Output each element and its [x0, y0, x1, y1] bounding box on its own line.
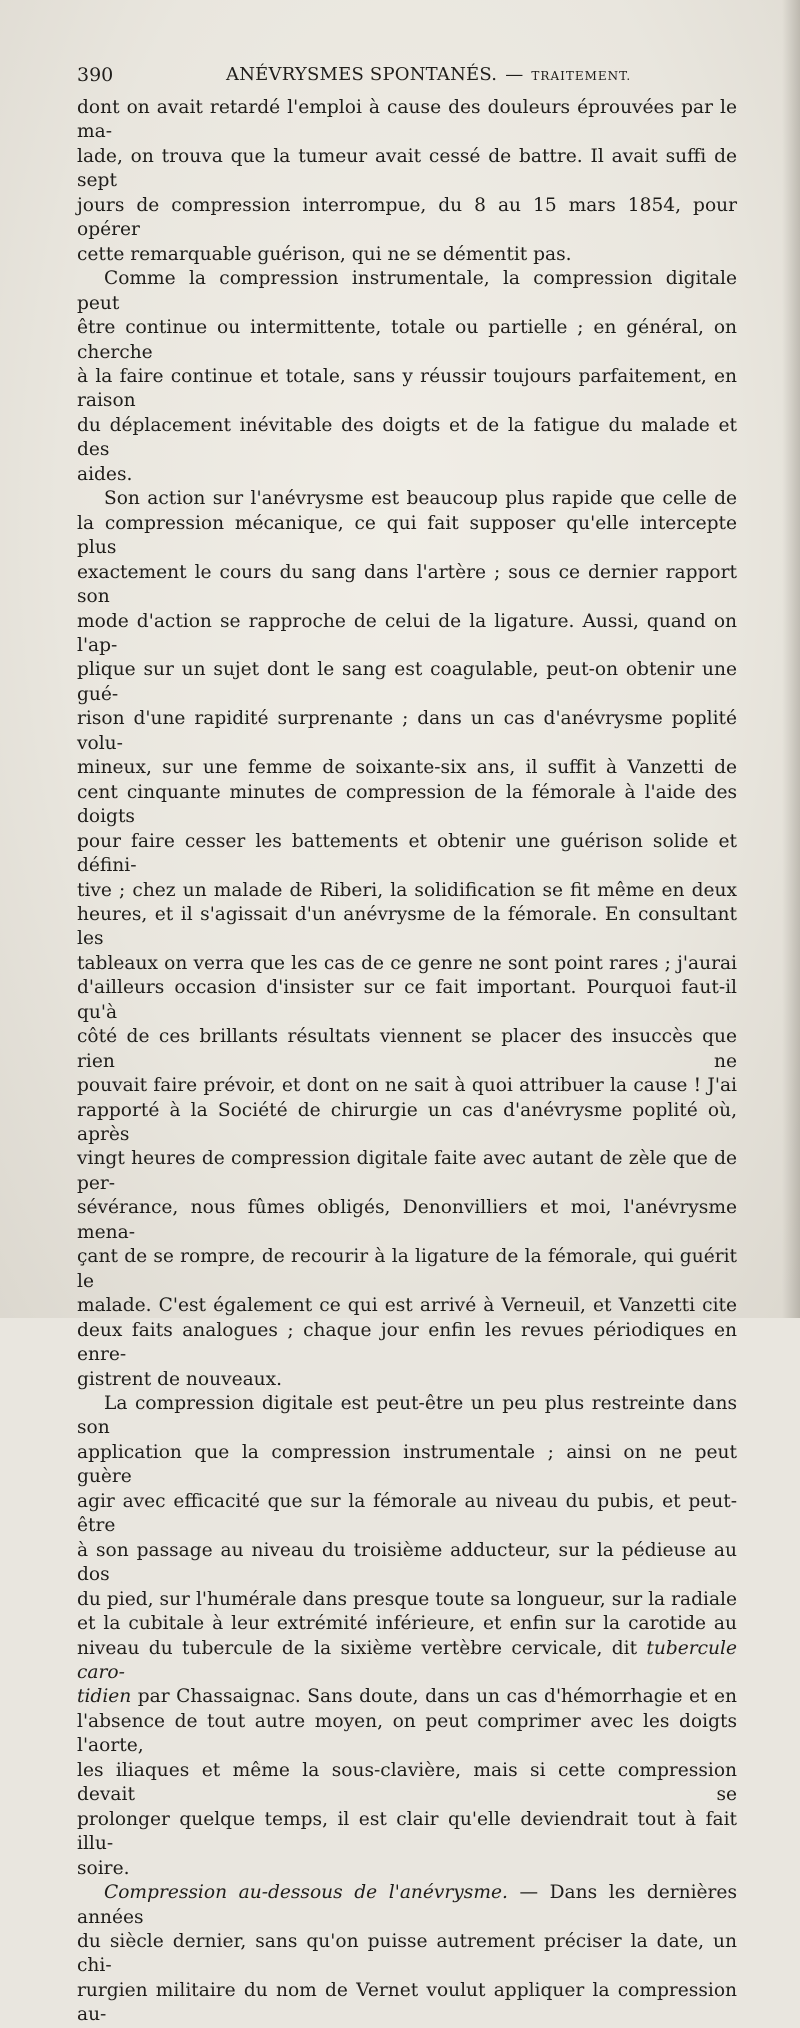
text-fragment: — Dans les dernières années	[77, 1882, 737, 1928]
text-fragment: niveau du tubercule de la sixième vertèbre cervicale, dit	[77, 1637, 647, 1659]
text-line: malade. C'est également ce qui est arrivé à Verneuil, et Vanzetti cite	[77, 1295, 737, 1317]
text-line: mineux, sur une femme de soixante-six ans, il suffit à Vanzetti de	[77, 757, 737, 779]
text-line: prolonger quelque temps, il est clair qu'elle deviendrait tout à fait illu-	[77, 1808, 737, 1855]
italic-term: tubercule caro-	[77, 1637, 737, 1683]
text-line: rison d'une rapidité surprenante ; dans un cas d'anévrysme poplité volu-	[77, 708, 737, 754]
text-line: l'absence de tout autre moyen, on peut comprimer avec les doigts l'aorte,	[77, 1710, 737, 1757]
text-line: être continue ou intermittente, totale ou partielle ; en général, on cherche	[77, 317, 737, 363]
page-edge-shadow	[782, 0, 800, 1318]
text-line: mode d'action se rapproche de celui de la ligature. Aussi, quand on l'ap-	[77, 610, 737, 656]
text-line: tive ; chez un malade de Riberi, la solidification se fit même en deux	[77, 879, 737, 901]
text-line: plique sur un sujet dont le sang est coagulable, peut-on obtenir une gué-	[77, 659, 737, 705]
text-line: tableaux on verra que les cas de ce genre ne sont point rares ; j'aurai	[77, 952, 737, 974]
text-line: sévérance, nous fûmes obligés, Denonvilliers et moi, l'anévrysme mena-	[77, 1197, 737, 1243]
text-line: exactement le cours du sang dans l'artère ; sous ce dernier rapport son	[77, 561, 737, 608]
section-heading-line	[77, 1881, 737, 1930]
text-line: heures, et il s'agissait d'un anévrysme de la fémorale. En consultant les	[77, 903, 737, 950]
text-line: cent cinquante minutes de compression de la fémorale à l'aide des doigts	[77, 781, 737, 828]
text-line: du déplacement inévitable des doigts et de la fatigue du malade et des	[77, 414, 737, 461]
italic-term: tidien	[77, 1686, 132, 1708]
paragraph-first-line: Comme la compression instrumentale, la compression digitale peut	[77, 268, 737, 314]
text-line: côté de ces brillants résultats viennent se placer des insuccès que rien ne	[77, 1026, 737, 1072]
section-heading: Compression au-dessous de l'anévrysme.	[104, 1882, 508, 1904]
text-line: aides.	[77, 463, 133, 485]
body-text	[77, 96, 737, 2028]
text-fragment: par Chassaignac. Sans doute, dans un cas d'hémorrhagie et en	[131, 1686, 737, 1708]
text-line: vingt heures de compression digitale faite avec autant de zèle que de per-	[77, 1148, 737, 1194]
running-header	[77, 62, 737, 92]
paragraph-first-line: La compression digitale est peut-être un peu plus restreinte dans son	[77, 1393, 737, 1439]
text-line: et la cubitale à leur extrémité inférieure, et enfin sur la carotide au	[77, 1613, 737, 1635]
paragraph-first-line: Son action sur l'anévrysme est beaucoup plus rapide que celle de	[104, 488, 737, 510]
text-line: dont on avait retardé l'emploi à cause des douleurs éprouvées par le ma-	[77, 97, 737, 143]
text-line: les iliaques et même la sous-clavière, mais si cette compression devait se	[77, 1759, 737, 1806]
text-line: gistrent de nouveaux.	[77, 1368, 283, 1390]
text-line: pour faire cesser les battements et obtenir une guérison solide et défini-	[77, 830, 737, 877]
text-line: jours de compression interrompue, du 8 au 15 mars 1854, pour opérer	[77, 194, 737, 241]
running-title	[226, 64, 631, 85]
text-line: cette remarquable guérison, qui ne se démentit pas.	[77, 243, 572, 265]
page-number: 390	[77, 64, 114, 86]
header-title: ANÉVRYSMES SPONTANÉS.	[226, 64, 498, 85]
header-section: TRAITEMENT.	[531, 69, 632, 83]
text-line	[77, 1637, 737, 1686]
text-line: du pied, sur l'humérale dans presque toute sa longueur, sur la radiale	[77, 1588, 737, 1610]
text-line: d'ailleurs occasion d'insister sur ce fait important. Pourquoi faut-il qu'à	[77, 977, 737, 1023]
text-line: rapporté à la Société de chirurgie un cas d'anévrysme poplité où, après	[77, 1099, 737, 1146]
text-line: rurgien militaire du nom de Vernet voulut appliquer la compression au-	[77, 1979, 737, 2026]
header-separator: —	[505, 64, 524, 85]
text-line: à son passage au niveau du troisième adducteur, sur la pédieuse au dos	[77, 1539, 737, 1586]
text-line: la compression mécanique, ce qui fait supposer qu'elle intercepte plus	[77, 512, 737, 559]
text-line: soire.	[77, 1857, 130, 1879]
text-line	[77, 1685, 737, 1709]
text-line: çant de se rompre, de recourir à la ligature de la fémorale, qui guérit le	[77, 1246, 737, 1292]
text-line: agir avec efficacité que sur la fémorale au niveau du pubis, et peut-être	[77, 1490, 737, 1537]
text-line: application que la compression instrumentale ; ainsi on ne peut guère	[77, 1441, 737, 1488]
text-line: du siècle dernier, sans qu'on puisse autrement préciser la date, un chi-	[77, 1930, 737, 1977]
text-line: lade, on trouva que la tumeur avait cessé de battre. Il avait suffi de sept	[77, 145, 737, 192]
text-line: deux faits analogues ; chaque jour enfin les revues périodiques en enre-	[77, 1319, 737, 1366]
text-line: pouvait faire prévoir, et dont on ne sait à quoi attribuer la cause ! J'ai	[77, 1075, 737, 1097]
text-line: à la faire continue et totale, sans y réussir toujours parfaitement, en raison	[77, 365, 737, 412]
